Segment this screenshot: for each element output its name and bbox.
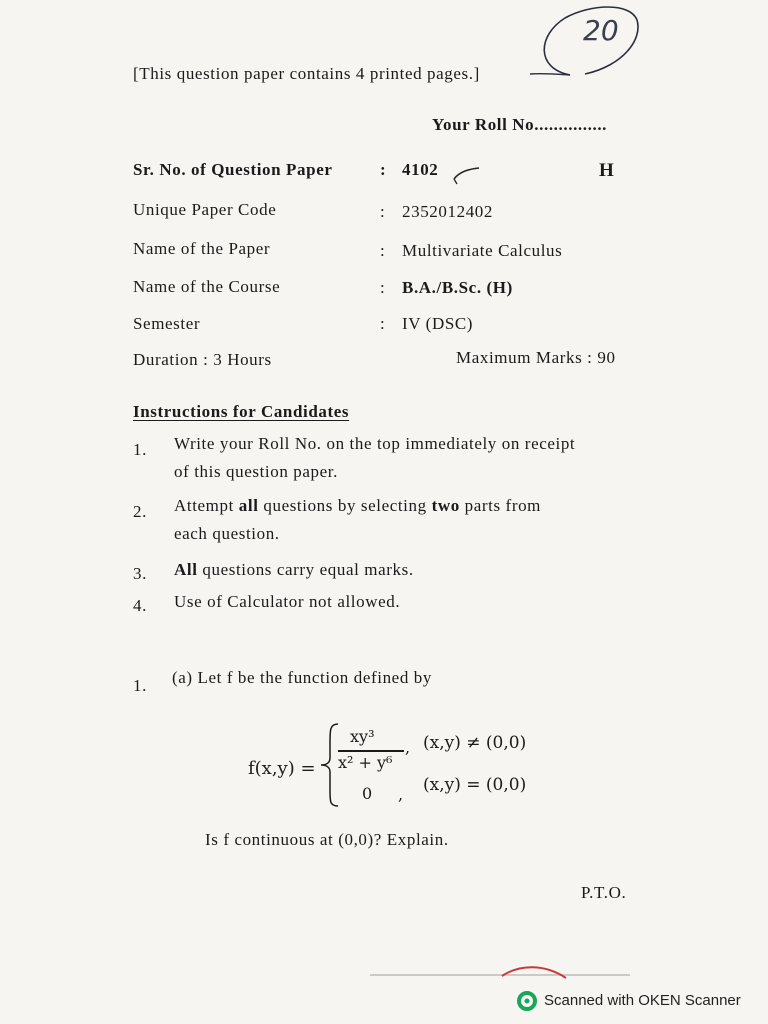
question-1a-intro: (a) Let f be the function defined by	[172, 668, 432, 687]
roll-number-line: Your Roll No...............	[432, 115, 608, 134]
case-1-condition: (x,y) ≠ (0,0)	[423, 733, 527, 753]
case-2-value: 0	[362, 784, 373, 803]
question-number: 1.	[133, 676, 147, 695]
handwritten-page-mark: 20	[583, 14, 619, 47]
oken-logo-icon	[516, 990, 538, 1012]
function-lhs: f(x,y) =	[248, 758, 316, 779]
paper-set: H	[599, 160, 615, 181]
fraction-bar	[338, 750, 404, 752]
instruction-1-line-2: of this question paper.	[174, 462, 338, 481]
paper-name-value: Multivariate Calculus	[402, 241, 563, 260]
unique-paper-code-colon: :	[380, 202, 386, 221]
tick-mark-icon	[452, 165, 482, 185]
instruction-number: 1.	[133, 440, 147, 459]
course-name-colon: :	[380, 278, 386, 297]
case-2-comma: ,	[398, 785, 404, 804]
case-1-comma: ,	[405, 738, 411, 757]
course-name-value: B.A./B.Sc. (H)	[402, 278, 513, 297]
pto-mark: P.T.O.	[581, 883, 627, 902]
semester-label: Semester	[133, 314, 201, 333]
fraction-numerator: xy³	[350, 727, 375, 746]
paper-name-colon: :	[380, 241, 386, 260]
instruction-2-line-2: each question.	[174, 524, 280, 543]
instruction-number: 2.	[133, 502, 147, 521]
case-2-condition: (x,y) = (0,0)	[423, 775, 527, 795]
pages-note: [This question paper contains 4 printed pages.]	[133, 64, 480, 83]
unique-paper-code-label: Unique Paper Code	[133, 200, 277, 219]
instruction-4-text: Use of Calculator not allowed.	[174, 592, 401, 611]
instruction-number: 4.	[133, 596, 147, 615]
fraction-denominator: x² + y⁶	[338, 753, 393, 772]
sr-no-colon: :	[380, 160, 387, 179]
semester-colon: :	[380, 314, 386, 333]
scan-artifact-red-arc	[500, 962, 570, 982]
instruction-3-text: All questions carry equal marks.	[174, 560, 414, 579]
instruction-1-line-1: Write your Roll No. on the top immediately on receipt	[174, 434, 576, 453]
unique-paper-code-value: 2352012402	[402, 202, 493, 221]
maximum-marks: Maximum Marks : 90	[456, 348, 616, 367]
semester-value: IV (DSC)	[402, 314, 474, 333]
duration: Duration : 3 Hours	[133, 350, 272, 369]
sr-no-value: 4102	[402, 160, 439, 179]
scanner-watermark-text: Scanned with OKEN Scanner	[544, 992, 741, 1009]
instruction-2-line-1: Attempt all questions by selecting two parts from	[174, 496, 542, 515]
course-name-label: Name of the Course	[133, 277, 281, 296]
question-1a-prompt: Is f continuous at (0,0)? Explain.	[205, 830, 449, 849]
sr-no-label: Sr. No. of Question Paper	[133, 160, 333, 179]
instruction-number: 3.	[133, 564, 147, 583]
instructions-heading: Instructions for Candidates	[133, 402, 350, 421]
paper-name-label: Name of the Paper	[133, 239, 271, 258]
